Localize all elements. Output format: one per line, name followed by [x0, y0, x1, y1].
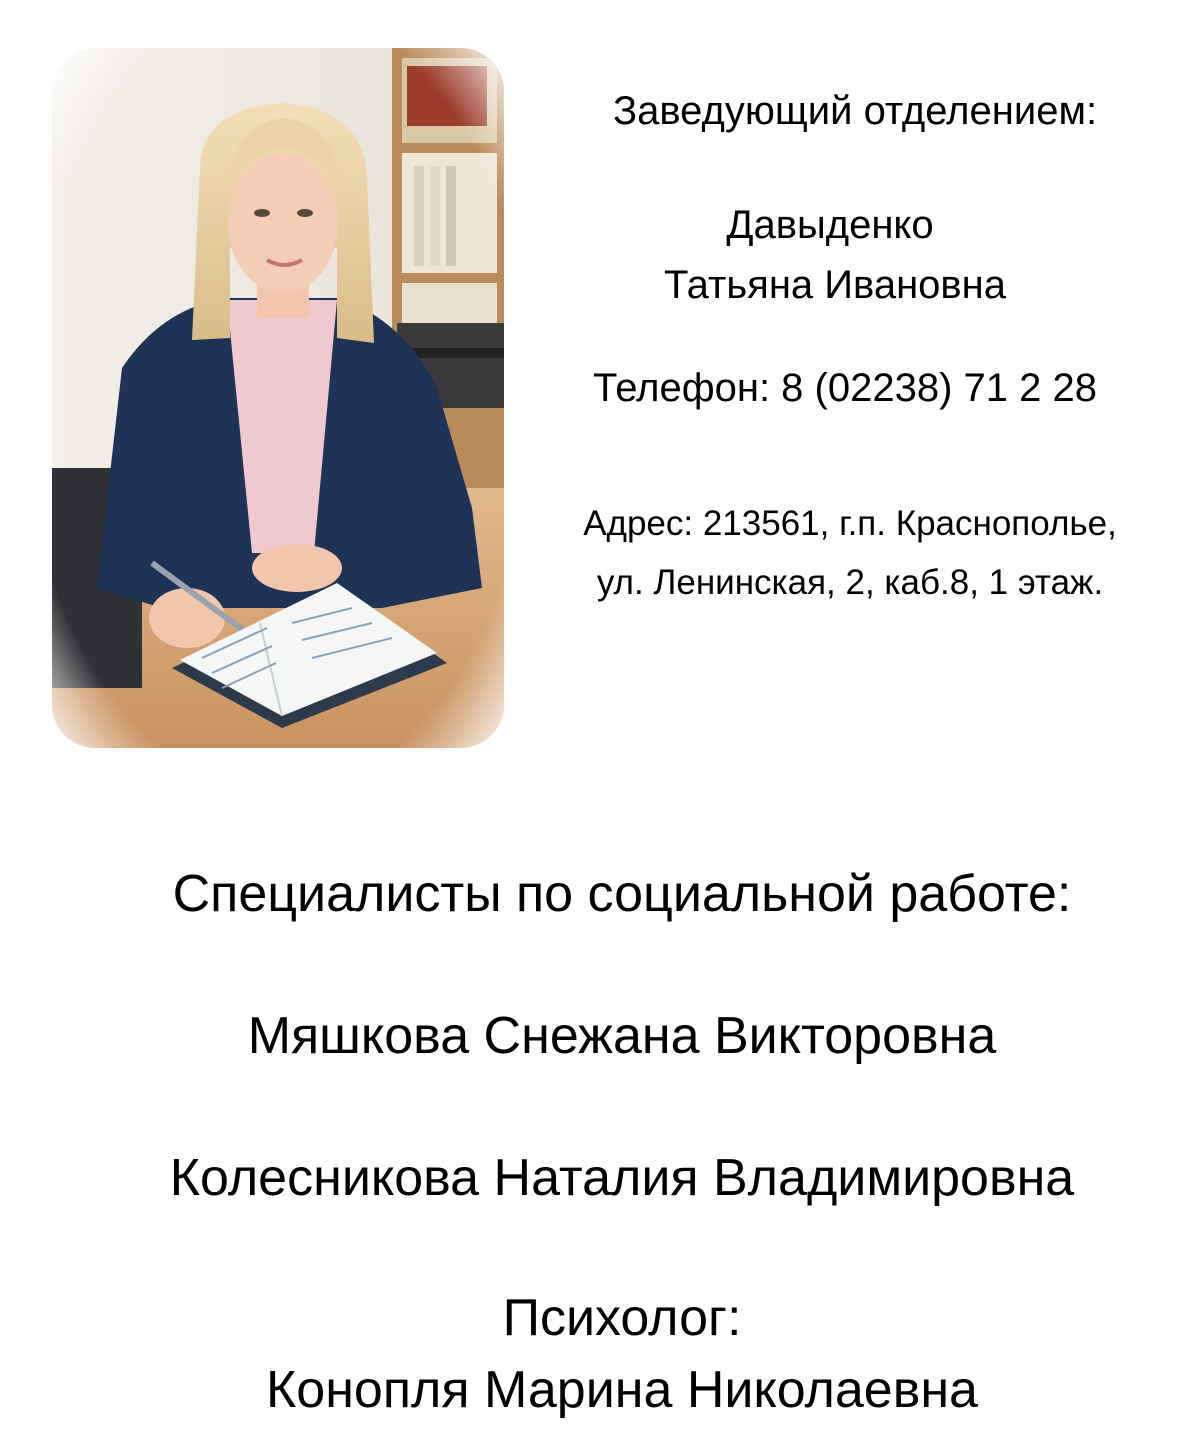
head-phone: Телефон: 8 (02238) 71 2 28 [593, 366, 1097, 410]
psychologist-title: Психолог: [502, 1289, 742, 1347]
head-portrait-photo [52, 48, 504, 748]
psychologist-name: Конопля Марина Николаевна [266, 1361, 978, 1419]
staff-title: Специалисты по социальной работе: [172, 865, 1072, 923]
head-given-names: Татьяна Ивановна [664, 263, 1006, 307]
portrait-photo-icon [52, 48, 504, 748]
head-title: Заведующий отделением: [612, 89, 1098, 133]
head-surname: Давыденко [726, 203, 934, 247]
staff-member: Мяшкова Снежана Викторовна [247, 1007, 997, 1065]
head-address-line1: Адрес: 213561, г.п. Краснополье, [583, 504, 1117, 543]
head-address-line2: ул. Ленинская, 2, каб.8, 1 этаж. [596, 563, 1104, 602]
staff-member: Колесникова Наталия Владимировна [169, 1149, 1075, 1207]
